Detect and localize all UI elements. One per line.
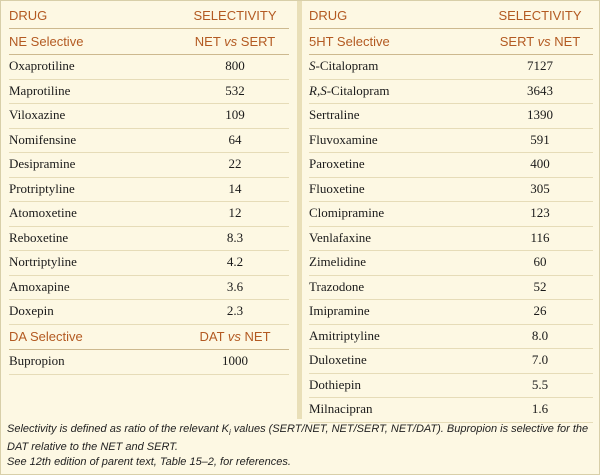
selectivity-value: 532 xyxy=(225,82,245,98)
drug-name xyxy=(9,230,181,246)
selectivity-value: 12 xyxy=(228,205,242,221)
drug-name xyxy=(309,205,487,221)
drug-name-text: Bupropion xyxy=(9,353,65,369)
right-selectivity-header: SELECTIVITY xyxy=(498,7,582,23)
stereo-prefix: R,S xyxy=(309,82,327,98)
drug-name-text: Duloxetine xyxy=(309,352,367,368)
drug-name xyxy=(309,401,487,417)
sht-drug-row xyxy=(309,79,593,105)
selectivity-value: 800 xyxy=(225,58,245,74)
sht-drug-row xyxy=(309,299,593,325)
selectivity-value: 26 xyxy=(533,303,547,319)
selectivity-value: 1.6 xyxy=(531,401,549,417)
drug-name xyxy=(9,132,181,148)
ne-section-header xyxy=(9,29,289,55)
selectivity-value: 1000 xyxy=(222,353,248,369)
selectivity-value: 116 xyxy=(530,229,550,245)
ne-drug-row xyxy=(9,152,289,178)
left-drug-header: DRUG xyxy=(9,7,48,23)
selectivity-value: 3.6 xyxy=(226,278,244,294)
drug-name-text: Fluoxetine xyxy=(309,180,365,196)
drug-name xyxy=(309,156,487,172)
right-header-row xyxy=(309,3,593,29)
drug-name-text: Reboxetine xyxy=(9,229,69,245)
ne-drug-row xyxy=(9,128,289,154)
drug-name-text: -Citalopram xyxy=(326,82,390,98)
drug-name-text: Dothiepin xyxy=(309,376,361,392)
ne-drug-row xyxy=(9,275,289,301)
selectivity-value: 123 xyxy=(530,205,550,221)
drug-name xyxy=(9,254,181,270)
ne-drug-row xyxy=(9,79,289,105)
selectivity-value: 60 xyxy=(533,254,547,270)
sht-ratio-label: SERT vs NET xyxy=(499,33,581,49)
drug-name-text: Maprotiline xyxy=(9,82,71,98)
drug-name-text: Atomoxetine xyxy=(9,205,77,221)
drug-name xyxy=(9,303,181,319)
drug-name xyxy=(309,328,487,344)
ne-drug-row xyxy=(9,177,289,203)
sht-drug-row xyxy=(309,54,593,80)
selectivity-value: 1390 xyxy=(527,107,553,123)
drug-name-text: Venlafaxine xyxy=(309,229,372,245)
ne-drug-row xyxy=(9,103,289,129)
selectivity-value: 2.3 xyxy=(226,303,244,319)
selectivity-value: 400 xyxy=(530,156,550,172)
sht-drug-row xyxy=(309,250,593,276)
drug-name-text: Protriptyline xyxy=(9,180,75,196)
selectivity-value: 52 xyxy=(533,278,547,294)
drug-name-text: Trazodone xyxy=(309,278,365,294)
selectivity-value: 5.5 xyxy=(531,376,549,392)
drug-name xyxy=(9,83,181,99)
right-drug-header: DRUG xyxy=(309,7,348,23)
selectivity-value: 7.0 xyxy=(531,352,549,368)
selectivity-value: 8.3 xyxy=(226,229,244,245)
drug-name xyxy=(309,352,487,368)
footnote-definition: Selectivity is defined as ratio of the relevant $K_i$ values (SERT/NET, NET/SERT, NET/DAT). Bupropion is selective for the DAT relative to the NET and SERT. xyxy=(7,423,589,454)
selectivity-value: 8.0 xyxy=(531,327,549,343)
drug-name-text: Oxaprotiline xyxy=(9,58,75,74)
drug-name xyxy=(9,156,181,172)
drug-name-text: Viloxazine xyxy=(9,107,66,123)
da-section-label: DA Selective xyxy=(9,328,83,344)
ne-drug-row xyxy=(9,201,289,227)
da-ratio-label: DAT vs NET xyxy=(199,328,271,344)
drug-name xyxy=(9,205,181,221)
drug-name-text: -Citalopram xyxy=(315,58,379,74)
drug-name xyxy=(309,181,487,197)
drug-name-text: Doxepin xyxy=(9,303,54,319)
sht-drug-row xyxy=(309,324,593,350)
drug-name xyxy=(309,83,487,99)
sht-section-label: 5HT Selective xyxy=(309,33,390,49)
sht-drug-row xyxy=(309,226,593,252)
sht-drug-row xyxy=(309,128,593,154)
drug-name xyxy=(9,107,181,123)
selectivity-value: 4.2 xyxy=(226,254,244,270)
left-header-row xyxy=(9,3,289,29)
drug-name-text: Amitriptyline xyxy=(309,327,380,343)
drug-name-text: Zimelidine xyxy=(309,254,367,270)
ne-drug-row xyxy=(9,250,289,276)
ne-drug-row xyxy=(9,299,289,325)
sht-drug-row xyxy=(309,348,593,374)
drug-name xyxy=(309,107,487,123)
sht-drug-row xyxy=(309,373,593,399)
sht-drug-row xyxy=(309,177,593,203)
drug-name-text: Nortriptyline xyxy=(9,254,77,270)
drug-name xyxy=(309,132,487,148)
drug-name-text: Milnacipran xyxy=(309,401,373,417)
drug-name-text: Desipramine xyxy=(9,156,76,172)
selectivity-value: 109 xyxy=(225,107,245,123)
table-footnote xyxy=(7,422,592,470)
selectivity-value: 7127 xyxy=(527,58,553,74)
ne-ratio-label: NET vs SERT xyxy=(194,33,276,49)
selectivity-value: 22 xyxy=(228,156,242,172)
selectivity-value: 305 xyxy=(530,180,550,196)
drug-name-text: Clomipramine xyxy=(309,205,385,221)
drug-name xyxy=(309,303,487,319)
left-selectivity-header: SELECTIVITY xyxy=(193,7,277,23)
sht-drug-row xyxy=(309,275,593,301)
ne-drug-row xyxy=(9,54,289,80)
selectivity-value: 64 xyxy=(228,131,242,147)
drug-name xyxy=(309,254,487,270)
stereo-prefix: S xyxy=(309,58,316,74)
da-section-header xyxy=(9,324,289,350)
drug-name xyxy=(9,181,181,197)
ne-section-label: NE Selective xyxy=(9,33,84,49)
selectivity-value: 3643 xyxy=(527,82,553,98)
drug-name-text: Fluvoxamine xyxy=(309,131,378,147)
selectivity-value: 591 xyxy=(530,131,550,147)
drug-name-text: Sertraline xyxy=(309,107,360,123)
drug-name xyxy=(309,58,487,74)
da-drug-row xyxy=(9,349,289,375)
drug-name-text: Paroxetine xyxy=(309,156,365,172)
footnote-reference: See 12th edition of parent text, Table 15–2, for references. xyxy=(7,456,291,469)
sht-drug-row xyxy=(309,201,593,227)
drug-name xyxy=(9,58,181,74)
sht-drug-row xyxy=(309,152,593,178)
selectivity-value: 14 xyxy=(228,180,242,196)
drug-name xyxy=(9,279,181,295)
drug-name xyxy=(309,230,487,246)
drug-name xyxy=(9,353,181,369)
ne-drug-row xyxy=(9,226,289,252)
drug-name-text: Imipramine xyxy=(309,303,370,319)
drug-name xyxy=(309,377,487,393)
left-column xyxy=(1,1,297,419)
drug-name xyxy=(309,279,487,295)
right-column xyxy=(302,1,599,419)
sht-drug-row xyxy=(309,103,593,129)
drug-name-text: Amoxapine xyxy=(9,278,70,294)
sht-section-header xyxy=(309,29,593,55)
sht-drug-row xyxy=(309,397,593,423)
drug-name-text: Nomifensine xyxy=(9,131,77,147)
